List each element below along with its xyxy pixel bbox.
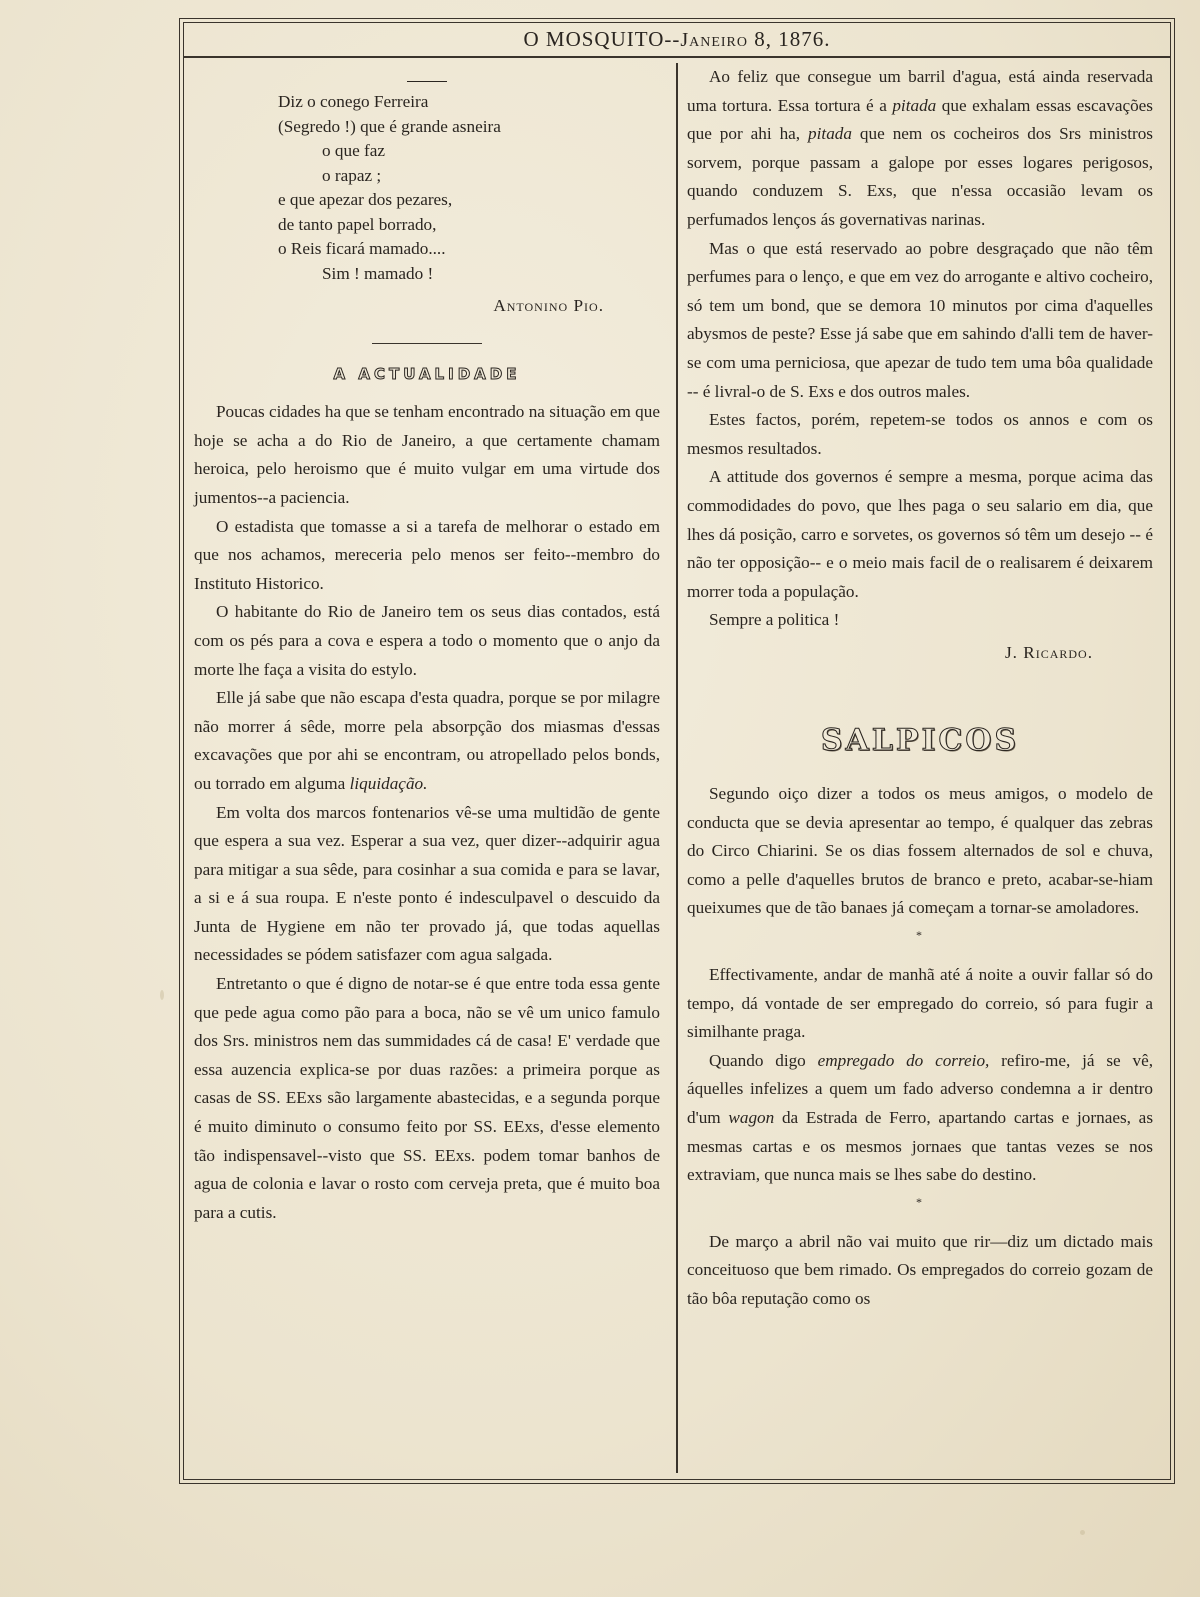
section-title-actualidade: A ACTUALIDADE <box>333 364 521 383</box>
article-paragraph: Segundo oiço dizer a todos os meus amigos, o modelo de conducta que se devia apresentar ao tempo, é qualquer das zebras do Circo Chiarini. Se os dias fossem alternados de sol e chuva, como a pelle d'aquelles brutos de branco e preto, acabar-se-hiam queixumes que de tão banaes já começam a tornar-se amoladores. <box>687 784 1153 918</box>
article-paragraph <box>687 1047 1153 1190</box>
poem-line: o que faz <box>322 141 385 160</box>
poem-line: o Reis ficará mamado.... <box>278 239 446 258</box>
header-month: Janeiro <box>680 29 749 51</box>
italic-word: empregado do correio, <box>817 1050 990 1070</box>
header-date: 8, 1876. <box>748 27 831 51</box>
paragraph-text: Ao feliz que consegue um barril d'agua, está ainda reservada uma tortura. Essa tortura é a <box>687 67 1153 115</box>
poem-signature: Antonino Pio. <box>493 296 604 315</box>
asterism-divider: * <box>916 1194 924 1209</box>
left-column <box>194 63 660 1227</box>
italic-word: liquidação. <box>349 773 428 793</box>
page-frame <box>183 22 1171 1480</box>
article-paragraph: Estes factos, porém, repetem-se todos os annos e com os mesmos resultados. <box>687 410 1153 458</box>
italic-word: wagon <box>728 1108 775 1127</box>
article-paragraph: O estadista que tomasse a si a tarefa de melhorar o estado em que nos achamos, mereceria pelo menos ser feito--membro do Instituto Historico. <box>194 516 660 593</box>
article-paragraph: Entretanto o que é digno de notar-se é que entre toda essa gente que pede agua como pão para a boca, não se vê um unico famulo dos Srs. ministros nem das summidades cá de casa! E' verdade que essa auzencia explica-se por duas razões: a primeira porque as casas de SS. EExs são largamente abastecidas, e a segunda porque é muito diminuto o consumo feito por SS. EExs, d'esse elemento tão indispensavel--visto que SS. EExs. podem tomar banhos de agua de colonia e lavar o rosto com cerveja preta, que é muito boa para a cutis. <box>194 974 660 1222</box>
paper-stain <box>160 990 164 1000</box>
article-paragraph <box>687 63 1153 235</box>
italic-word: pitada <box>808 124 852 144</box>
column-divider <box>676 63 678 1473</box>
asterism-divider: * <box>916 928 924 943</box>
article-paragraph: Poucas cidades ha que se tenham encontrado na situação em que hoje se acha a do Rio de Janeiro, a que certamente chamam heroica, pelo heroismo que é muito vulgar em uma virtude dos jumentos--a paciencia. <box>194 402 660 507</box>
poem-line: o rapaz ; <box>322 165 382 185</box>
section-rule <box>372 343 482 344</box>
article-paragraph: Mas o que está reservado ao pobre desgraçado que não têm perfumes para o lenço, e que em vez do arrogante e altivo cocheiro, só tem um bond, que se demora 10 minutos por cima d'aquelles abysmos de peste? Esse já sabe que em sahindo d'alli tem de haver-se com uma perniciosa, que apezar de tudo tem uma bôa qualidade -- é livral-o de S. Exs e dos outros males. <box>687 238 1153 401</box>
section-title-salpicos: SALPICOS <box>820 723 1020 759</box>
paper-stain <box>1080 1530 1085 1535</box>
article-paragraph: A attitude dos governos é sempre a mesma, porque acima das commodidades do povo, que lhes paga o seu salario em dia, que lhes dá posição, carro e sorvetes, os governos só têm um desejo -- é não ter opposição-- e o meio mais facil de o realisarem é deixarem morrer toda a população. <box>687 467 1153 601</box>
italic-word: pitada <box>892 95 937 115</box>
article-paragraph: Sempre a politica ! <box>709 610 840 630</box>
article-paragraph: Em volta dos marcos fontenarios vê-se uma multidão de gente que espera a sua vez. Esperar a sua vez, quer dizer--adquirir agua para mitigar a sua sêde, para cosinhar a sua comida e para se lavar, a si e á sua roupa. E n'este ponto é indesculpavel o descuido da Junta de Hygiene em não ter provado já, que todas aquellas necessidades se pódem satisfazer com agua salgada. <box>194 802 660 965</box>
poem-line: Sim ! mamado ! <box>322 263 434 283</box>
paragraph-text: Quando digo <box>709 1050 818 1070</box>
poem-line: (Segredo !) que é grande asneira <box>278 116 501 136</box>
poem-dash <box>407 81 447 82</box>
page-header <box>184 23 1170 58</box>
paragraph-text: que exhalam essas escavações que por ahi ha, <box>687 95 1153 144</box>
paragraph-text: Elle já sabe que não escapa d'esta quadra, porque se por milagre não morrer á sêde, morre pela absorpção dos miasmas d'essas excavações que por ahi se encontram, ou atropellado pelos bonds, ou torrado em alguma <box>194 688 660 793</box>
article-paragraph <box>194 684 660 798</box>
right-column <box>687 63 1153 1314</box>
masthead: O MOSQUITO-- <box>523 27 681 51</box>
paragraph-text: que nem os cocheiros dos Srs ministros sorvem, porque passam a galope por esses logares perigosos, quando conduzem S. Exs, que n'essa occasião levam os perfumados lenços ás governativas narinas. <box>687 124 1153 229</box>
poem-line: e que apezar dos pezares, <box>278 190 453 209</box>
poem-line: Diz o conego Ferreira <box>278 92 429 111</box>
article-paragraph: O habitante do Rio de Janeiro tem os seus dias contados, está com os pés para a cova e espera a todo o momento que o anjo da morte lhe faça a visita do estylo. <box>194 602 660 679</box>
poem-line: de tanto papel borrado, <box>278 214 437 234</box>
article-paragraph: Effectivamente, andar de manhã até á noite a ouvir fallar só do tempo, dá vontade de ser empregado do correio, só para fugir a similhante praga. <box>687 965 1153 1042</box>
article-paragraph: De março a abril não vai muito que rir—diz um dictado mais conceituoso que bem rimado. Os empregados do correio gozam de tão bôa reputação como os <box>687 1231 1153 1308</box>
article-signature: J. Ricardo. <box>1004 642 1093 662</box>
paragraph-text: refiro-me, já se vê, áquelles infelizes a quem um fado adverso condemna a ir dentro d'um <box>687 1050 1153 1127</box>
paragraph-text: da Estrada de Ferro, apartando cartas e jornaes, as mesmas cartas e os mesmos jornaes que tantas vezes se nos extraviam, que nunca mais se lhes sabe do destino. <box>687 1108 1154 1185</box>
poem <box>278 90 660 286</box>
